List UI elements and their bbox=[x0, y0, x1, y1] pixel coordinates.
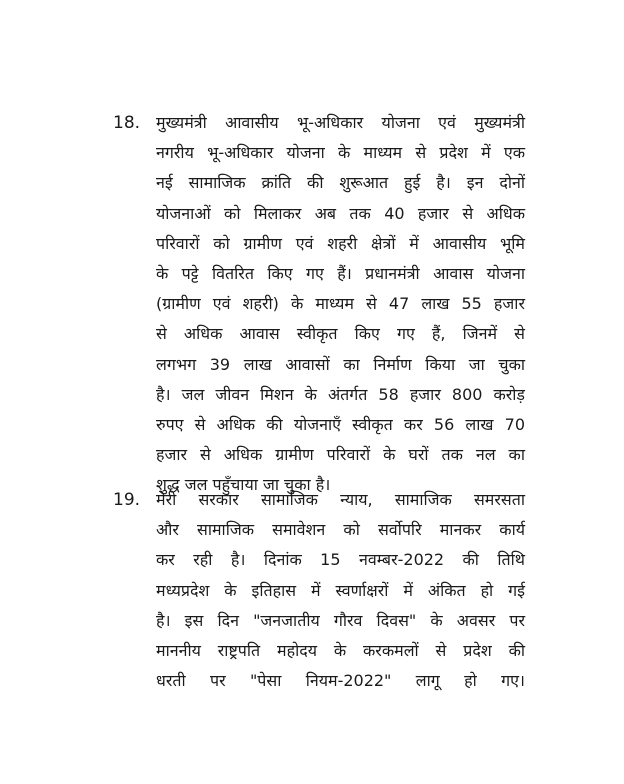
text-line: रुपए से अधिक की योजनाएँ स्वीकृत कर 56 लाख 70 bbox=[156, 414, 525, 434]
text-line: और सामाजिक समावेशन को सर्वोपरि मानकर कार्य bbox=[156, 520, 525, 540]
text-line: है। जल जीवन मिशन के अंतर्गत 58 हजार 800 करोड़ bbox=[156, 384, 525, 404]
text-line: हजार से अधिक ग्रामीण परिवारों के घरों तक नल का bbox=[156, 445, 525, 465]
text-line: नगरीय भू-अधिकार योजना के माध्यम से प्रदेश में एक bbox=[156, 143, 525, 163]
text-line: मुख्यमंत्री आवासीय भू-अधिकार योजना एवं मुख्यमंत्री bbox=[156, 113, 525, 132]
text-line: है। इस दिन "जनजातीय गौरव दिवस" के अवसर पर bbox=[156, 610, 525, 630]
text-line: माननीय राष्ट्रपति महोदय के करकमलों से प्रदेश की bbox=[156, 640, 525, 660]
text-line: (ग्रामीण एवं शहरी) के माध्यम से 47 लाख 55 हजार bbox=[156, 294, 525, 314]
text-line: के पट्टे वितरित किए गए हैं। प्रधानमंत्री आवास योजना bbox=[156, 263, 525, 283]
text-line: कर रही है। दिनांक 15 नवम्बर-2022 की तिथि bbox=[156, 550, 525, 570]
paragraph-text bbox=[156, 485, 525, 696]
text-line: परिवारों को ग्रामीण एवं शहरी क्षेत्रों में आवासीय भूमि bbox=[156, 233, 525, 253]
text-line: मेरी सरकार सामाजिक न्याय, सामाजिक समरसता bbox=[156, 490, 525, 509]
text-line: शुद्ध जल पहुँचाया जा चुका है। bbox=[156, 475, 331, 495]
text-line: से अधिक आवास स्वीकृत किए गए हैं, जिनमें से bbox=[156, 324, 525, 344]
text-line: मध्यप्रदेश के इतिहास में स्वर्णाक्षरों में अंकित हो गई bbox=[156, 580, 525, 600]
text-line: नई सामाजिक क्रांति की शुरूआत हुई है। इन दोनों bbox=[156, 173, 525, 193]
paragraph-text bbox=[156, 108, 525, 500]
paragraph-number: 19. bbox=[113, 490, 141, 510]
paragraph-number: 18. bbox=[113, 113, 141, 133]
text-line: योजनाओं को मिलाकर अब तक 40 हजार से अधिक bbox=[156, 203, 525, 223]
text-line: धरती पर "पेसा नियम-2022" लागू हो गए। bbox=[156, 671, 525, 691]
text-line: लगभग 39 लाख आवासों का निर्माण किया जा चुका bbox=[156, 354, 525, 374]
